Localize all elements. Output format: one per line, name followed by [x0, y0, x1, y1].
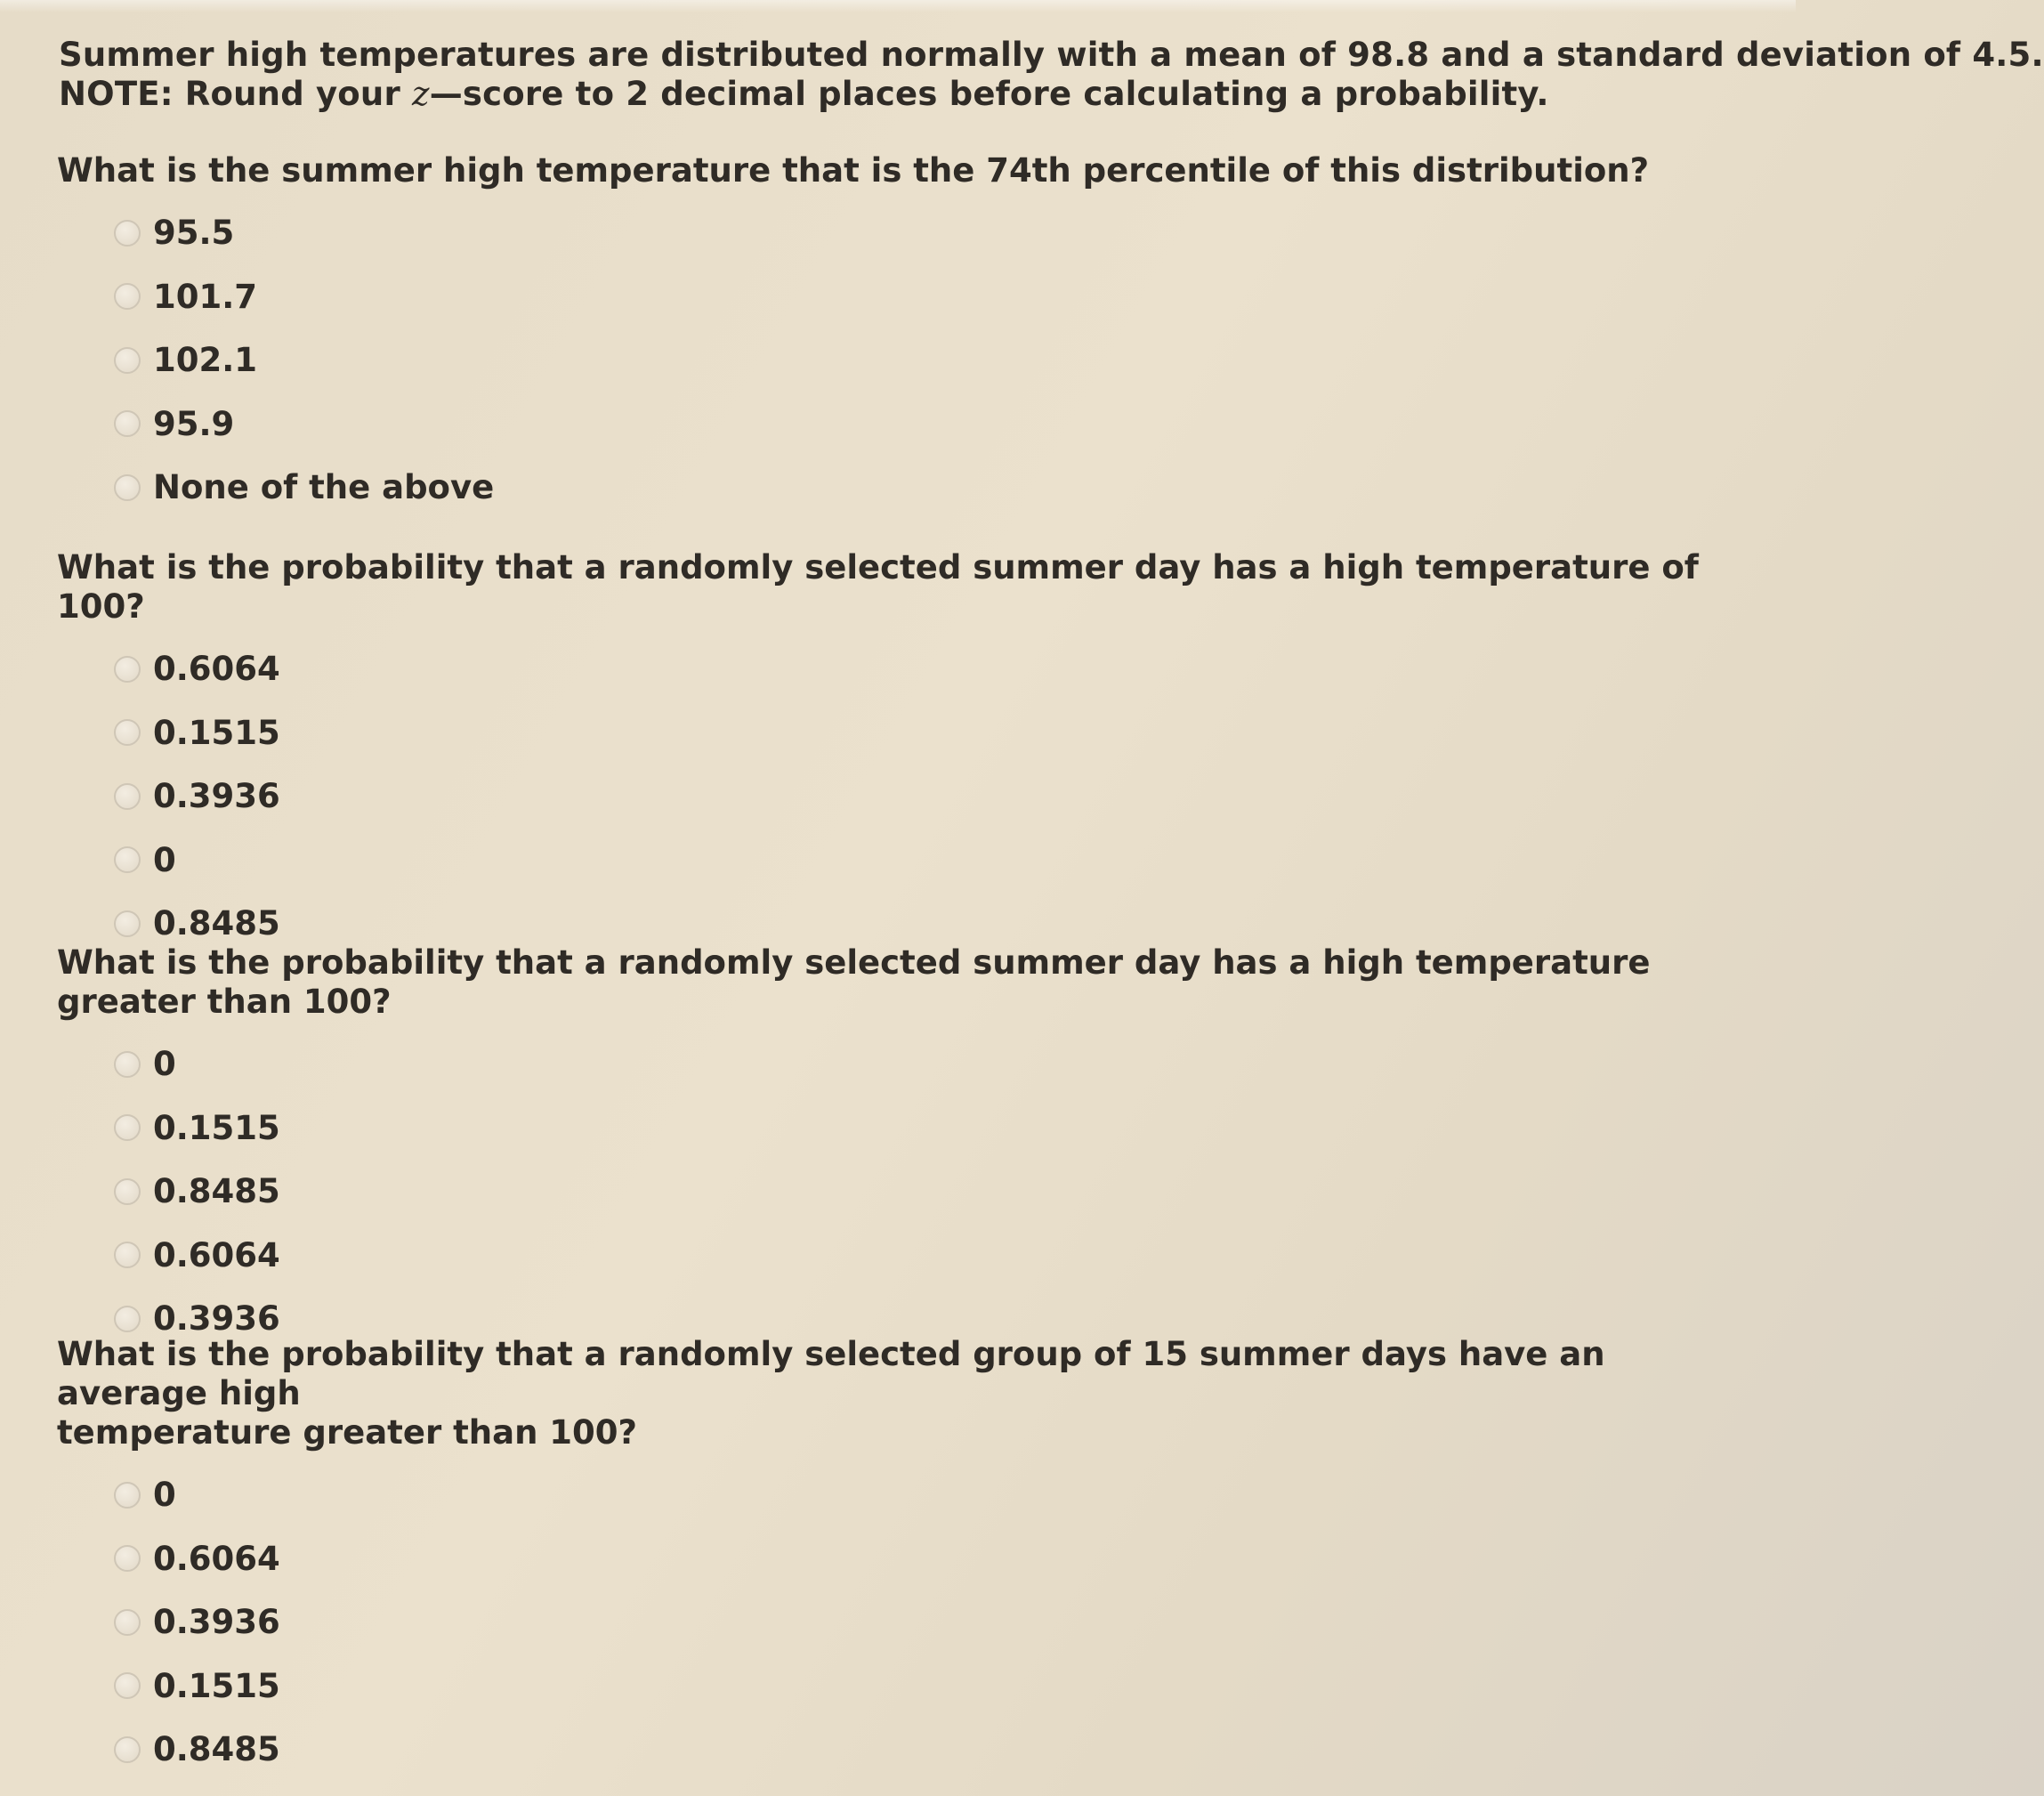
question-1-option[interactable]	[114, 392, 1712, 457]
question-1-option[interactable]	[114, 265, 1712, 329]
option-label: 0.6064	[153, 1235, 280, 1274]
option-label: 0.1515	[153, 1108, 280, 1147]
question-2-option[interactable]	[114, 701, 1712, 765]
question-2-option[interactable]	[114, 637, 1712, 701]
option-label: 0.8485	[153, 1730, 280, 1769]
question-1-options	[57, 201, 1712, 520]
problem-statement-line2	[59, 75, 1678, 114]
option-label: 95.5	[153, 214, 235, 253]
question-1-text: What is the summer high temperature that is the 74th percentile of this distribution?	[57, 151, 1650, 190]
option-label: 0.1515	[153, 1666, 280, 1705]
option-label: 0	[153, 1045, 176, 1084]
radio-button[interactable]	[114, 1609, 141, 1636]
question-1	[57, 151, 1712, 520]
question-2	[57, 548, 1712, 956]
option-label: 0.3936	[153, 1299, 280, 1339]
option-label: 0	[153, 1476, 176, 1515]
question-4-options	[57, 1463, 1712, 1782]
note-prefix: NOTE: Round your	[59, 75, 412, 113]
option-label: 0.6064	[153, 1539, 280, 1578]
radio-button[interactable]	[114, 1051, 141, 1078]
radio-button[interactable]	[114, 1242, 141, 1268]
question-1-option[interactable]	[114, 456, 1712, 520]
question-3-option[interactable]	[114, 1032, 1712, 1096]
problem-statement	[59, 36, 2044, 114]
option-label: 0	[153, 840, 176, 879]
option-label: 0.8485	[153, 904, 280, 943]
question-3-option[interactable]	[114, 1096, 1712, 1161]
option-label: None of the above	[153, 468, 495, 507]
radio-button[interactable]	[114, 1178, 141, 1205]
radio-button[interactable]	[114, 1114, 141, 1141]
note-suffix: —score to 2 decimal places before calculating a probability.	[429, 75, 1549, 113]
question-3-option[interactable]	[114, 1160, 1712, 1224]
question-2-option[interactable]	[114, 829, 1712, 893]
question-4-text	[57, 1335, 1712, 1452]
question-2-options	[57, 637, 1712, 956]
question-3-text: What is the probability that a randomly selected summer day has a high temperature greater than 100?	[57, 943, 1651, 1021]
option-label: 0.8485	[153, 1172, 280, 1211]
question-3-options	[57, 1032, 1712, 1351]
question-2-text: What is the probability that a randomly selected summer day has a high temperature of 100?	[57, 548, 1699, 626]
question-3	[57, 943, 1712, 1351]
radio-button[interactable]	[114, 1545, 141, 1572]
screen-top-edge	[0, 0, 1796, 12]
problem-statement-line1: Summer high temperatures are distributed normally with a mean of 98.8 and a standard deviation of 4.5.	[59, 36, 2044, 74]
radio-button[interactable]	[114, 410, 141, 437]
option-label: 0.3936	[153, 1603, 280, 1642]
z-variable: z	[411, 75, 430, 113]
question-4-option[interactable]	[114, 1654, 1712, 1719]
radio-button[interactable]	[114, 910, 141, 937]
option-label: 0.3936	[153, 777, 280, 816]
question-4-option[interactable]	[114, 1718, 1712, 1782]
question-4-option[interactable]	[114, 1463, 1712, 1527]
radio-button[interactable]	[114, 1736, 141, 1763]
radio-button[interactable]	[114, 1306, 141, 1332]
option-label: 101.7	[153, 277, 258, 316]
radio-button[interactable]	[114, 656, 141, 683]
radio-button[interactable]	[114, 1672, 141, 1699]
question-4-text-line2: temperature greater than 100?	[57, 1413, 637, 1452]
question-4-text-line1: What is the probability that a randomly selected group of 15 summer days have an average high	[57, 1335, 1605, 1412]
radio-button[interactable]	[114, 220, 141, 247]
radio-button[interactable]	[114, 719, 141, 746]
option-label: 0.1515	[153, 713, 280, 752]
question-4-option[interactable]	[114, 1527, 1712, 1591]
radio-button[interactable]	[114, 347, 141, 374]
radio-button[interactable]	[114, 846, 141, 873]
radio-button[interactable]	[114, 474, 141, 501]
question-1-option[interactable]	[114, 201, 1712, 265]
question-3-option[interactable]	[114, 1224, 1712, 1288]
question-1-option[interactable]	[114, 328, 1712, 392]
option-label: 95.9	[153, 404, 235, 443]
question-2-option[interactable]	[114, 765, 1712, 829]
radio-button[interactable]	[114, 1482, 141, 1509]
question-4	[57, 1335, 1712, 1782]
option-label: 0.6064	[153, 650, 280, 689]
option-label: 102.1	[153, 341, 258, 380]
radio-button[interactable]	[114, 783, 141, 810]
radio-button[interactable]	[114, 283, 141, 310]
question-4-option[interactable]	[114, 1590, 1712, 1654]
